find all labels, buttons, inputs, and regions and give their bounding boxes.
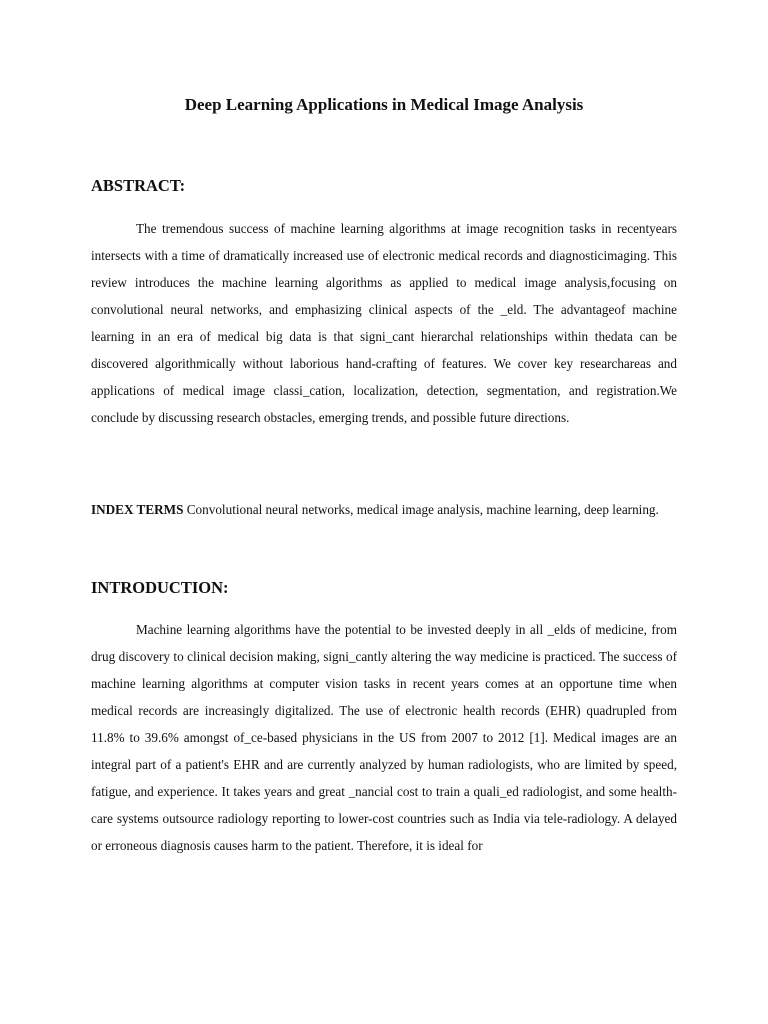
abstract-paragraph: The tremendous success of machine learning algorithms at image recognition tasks in recentyears intersects with a time of dramatically increased use of electronic medical records and diagnosticimaging. This review introduces the machine learning algorithms as applied to medical image analysis,focusing on convolutional neural networks, and emphasizing clinical aspects of the _eld. The advantageof machine learning in an era of medical big data is that signi_cant hierarchal relationships within thedata can be discovered algorithmically without laborious hand-crafting of features. We cover key researchareas and applications of medical image classi_cation, localization, detection, segmentation, and registration.We conclude by discussing research obstacles, emerging trends, and possible future directions. <box>91 221 677 425</box>
introduction-paragraph: Machine learning algorithms have the potential to be invested deeply in all _elds of medicine, from drug discovery to clinical decision making, signi_cantly altering the way medicine is practiced. The success of machine learning algorithms at computer vision tasks in recent years comes at an opportune time when medical records are increasingly digitalized. The use of electronic health records (EHR) quadrupled from 11.8% to 39.6% amongst of_ce-based physicians in the US from 2007 to 2012 [1]. Medical images are an integral part of a patient's EHR and are currently analyzed by human radiologists, who are limited by speed, fatigue, and experience. It takes years and great _nancial cost to train a quali_ed radiologist, and some health-care systems outsource radiology reporting to lower-cost countries such as India via tele-radiology. A delayed or erroneous diagnosis causes harm to the patient. Therefore, it is ideal for <box>91 622 677 853</box>
introduction-heading: INTRODUCTION: <box>91 578 229 597</box>
index-terms-label: INDEX TERMS <box>91 502 184 517</box>
abstract-heading: ABSTRACT: <box>91 176 186 195</box>
index-terms-text: Convolutional neural networks, medical image analysis, machine learning, deep learning. <box>183 502 659 517</box>
index-terms-paragraph <box>91 499 677 521</box>
document-title: Deep Learning Applications in Medical Image Analysis <box>184 95 584 114</box>
